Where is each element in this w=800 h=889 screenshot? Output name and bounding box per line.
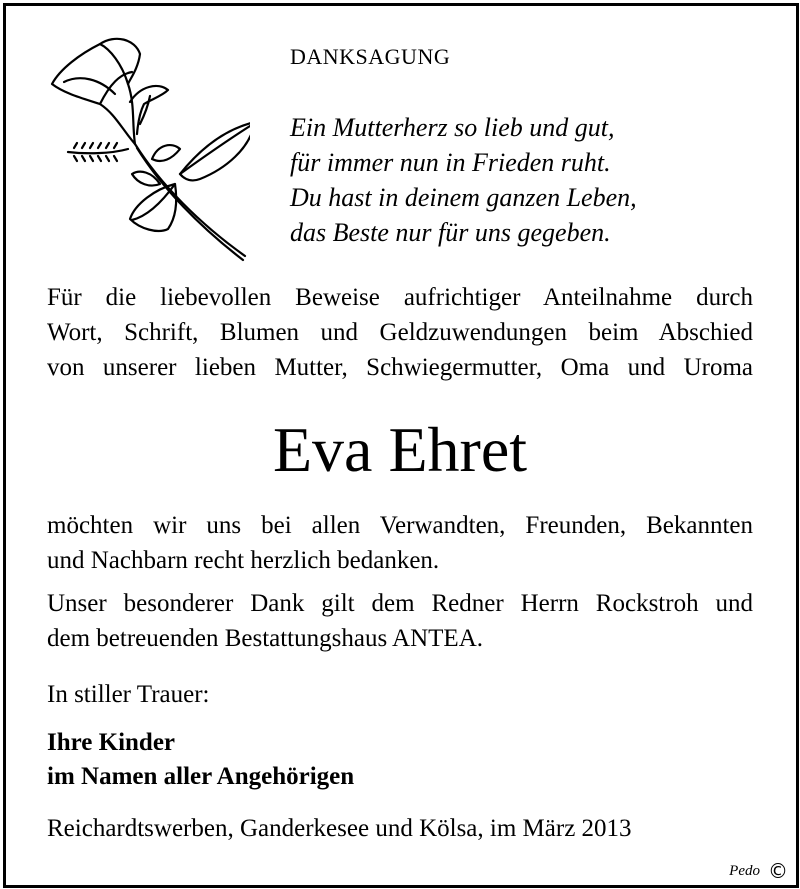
signer-line: im Namen aller Angehörigen [47,763,355,790]
special-thanks-paragraph [47,586,753,656]
calla-lily-icon [40,24,250,264]
copyright-icon: © [768,859,788,883]
place-date: Reichardtswerben, Ganderkesee und Kölsa, im März 2013 [47,815,632,842]
signer-line: Ihre Kinder [47,729,176,756]
poem-line: Du hast in deinem ganzen Leben, [290,183,637,212]
thanks-line: möchten wir uns bei allen Verwandten, Freunden, Bekannten [47,512,753,539]
special-thanks-line: Unser besonderer Dank gilt dem Redner Herrn Rockstroh und [47,590,753,617]
poem-line: Ein Mutterherz so lieb und gut, [290,113,615,142]
intro-line: von unserer lieben Mutter, Schwiegermutter, Oma und Uroma [47,354,753,381]
poem-line: das Beste nur für uns gegeben. [290,218,611,247]
deceased-name: Eva Ehret [272,414,528,485]
intro-paragraph [47,280,753,385]
credit-signature: Pedo [729,862,760,879]
poem-line: für immer nun in Frieden ruht. [290,148,611,177]
intro-line: Für die liebevollen Beweise aufrichtiger Anteilnahme durch [47,284,753,311]
credit [729,859,788,883]
thanks-line: und Nachbarn recht herzlich bedanken. [47,547,440,574]
mourning-label: In stiller Trauer: [47,681,210,708]
special-thanks-line: dem betreuenden Bestattungshaus ANTEA. [47,625,484,652]
poem [290,110,637,250]
notice-heading: DANKSAGUNG [290,44,451,69]
signers [47,726,354,794]
intro-line: Wort, Schrift, Blumen und Geldzuwendungen beim Abschied [47,319,753,346]
thanks-paragraph [47,508,753,578]
